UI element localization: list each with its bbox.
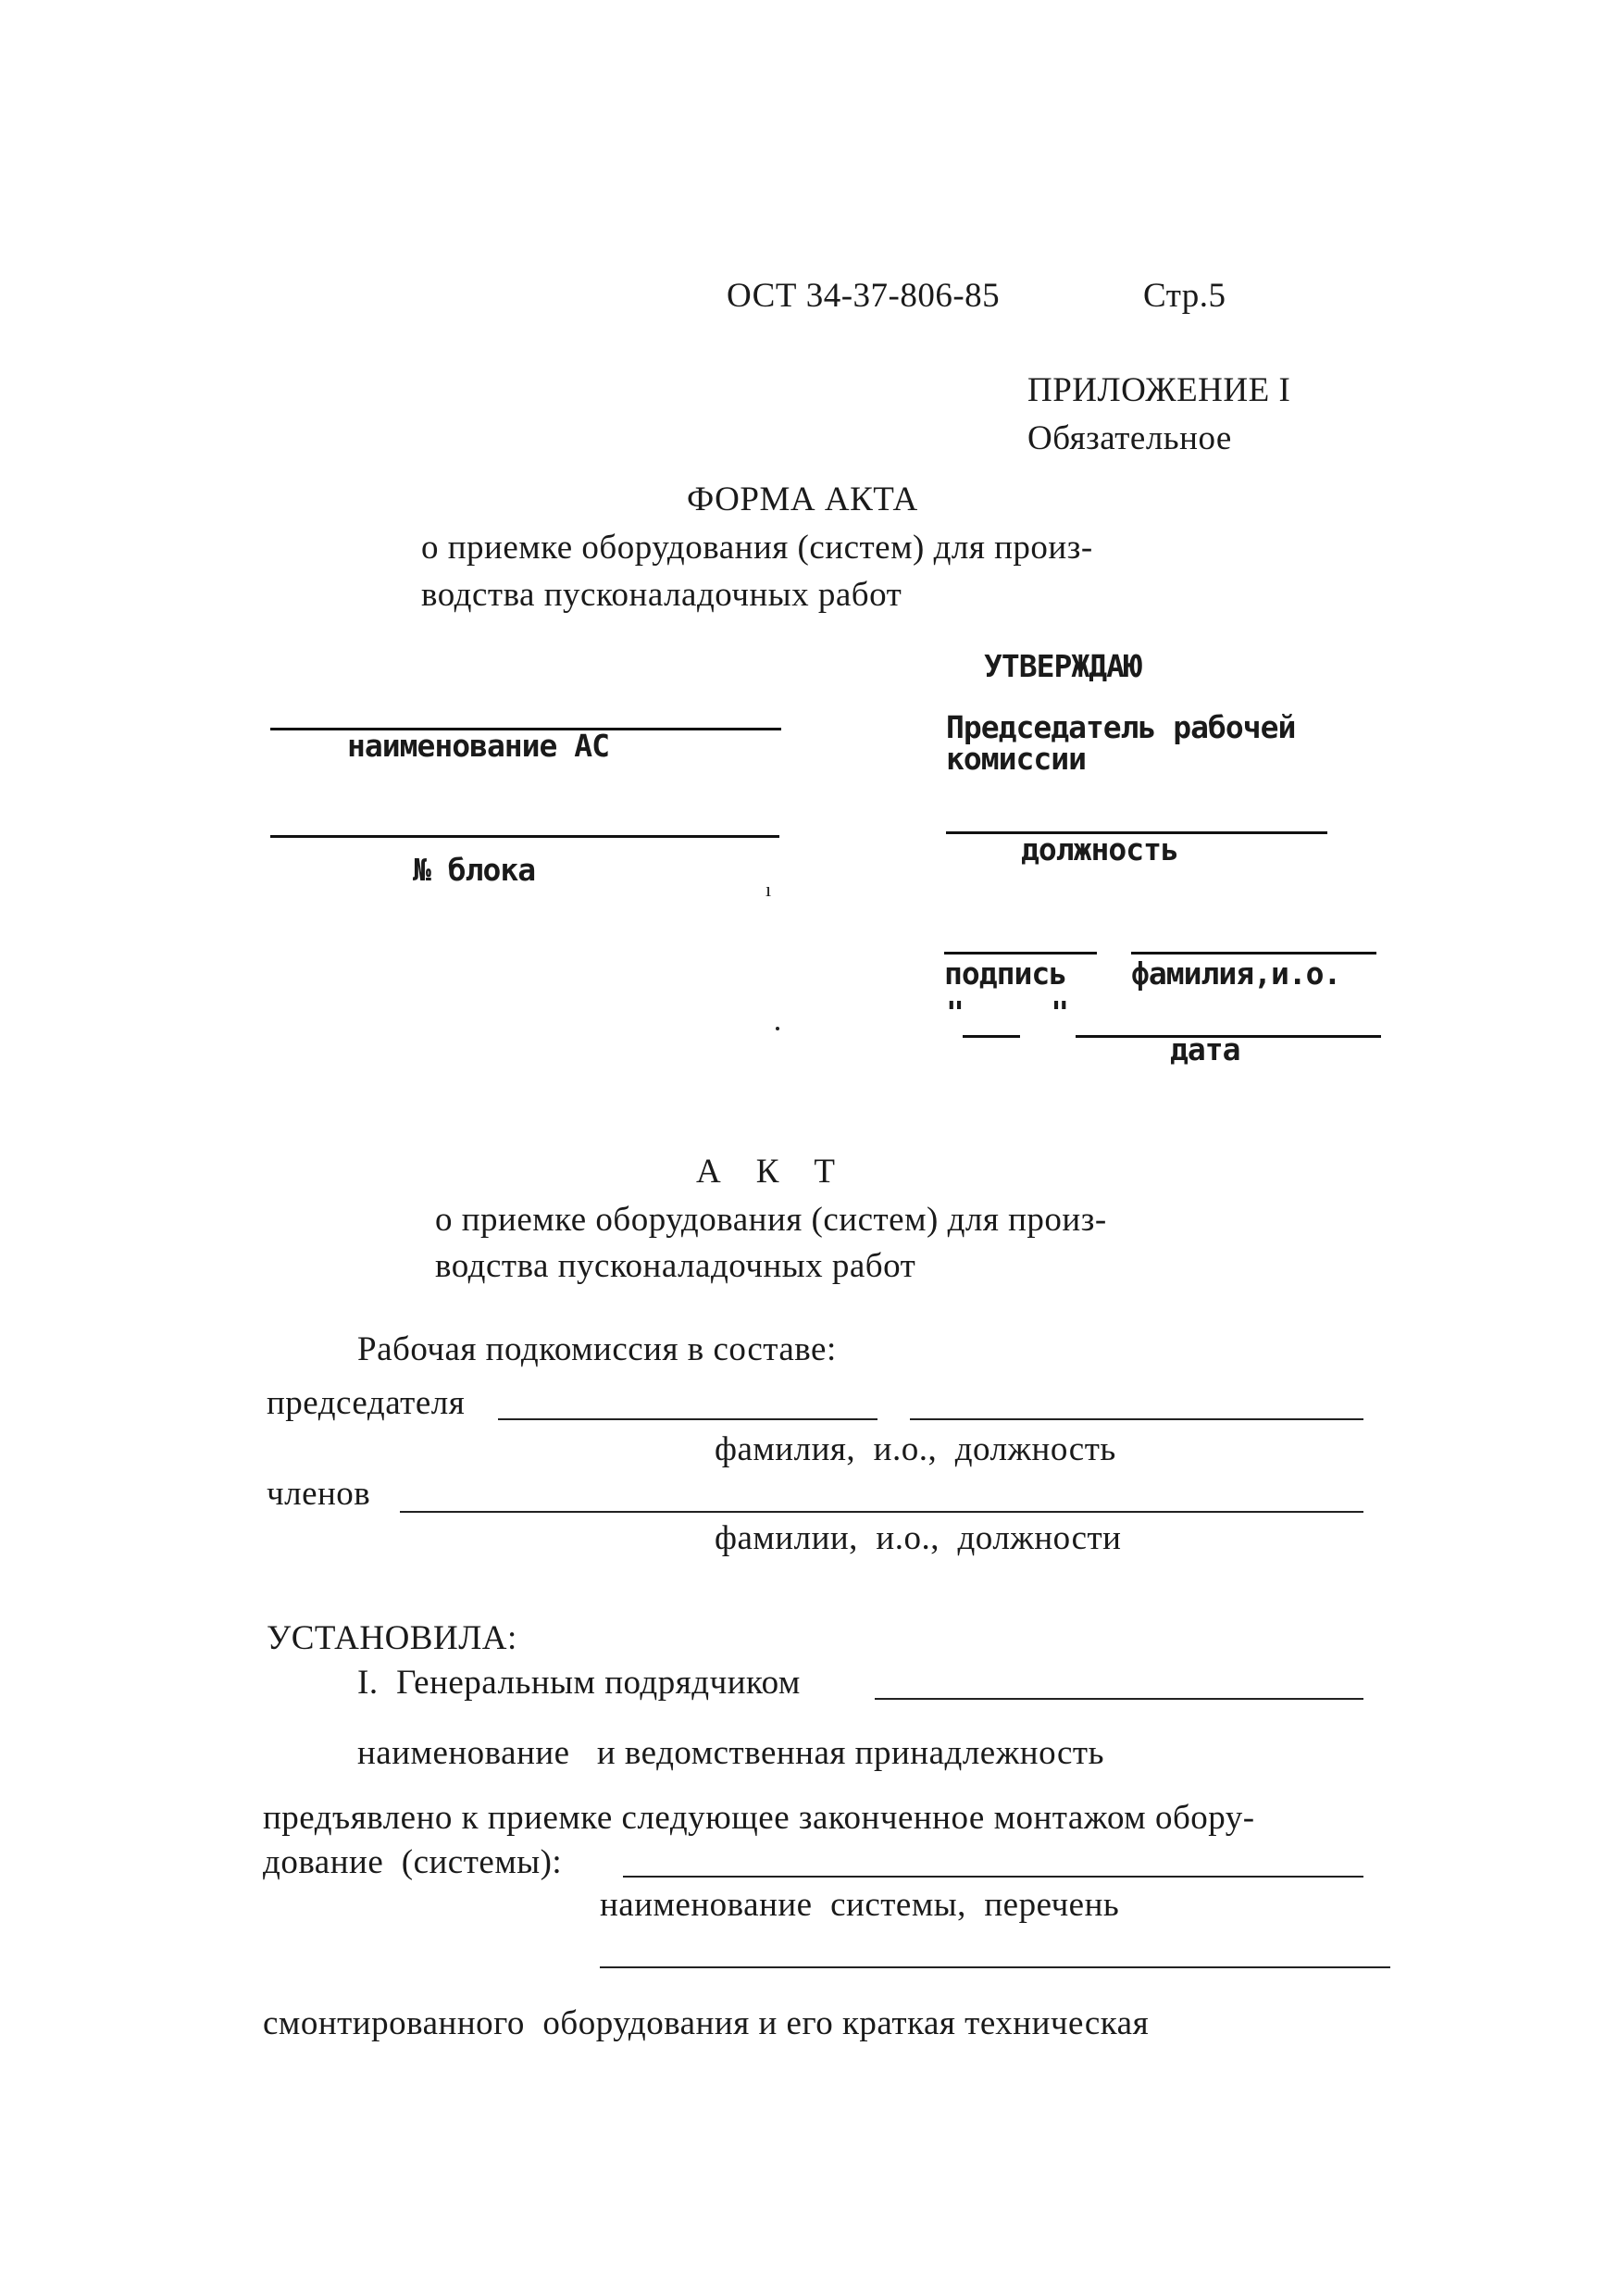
scan-dot <box>776 1027 779 1030</box>
item1-hint: наименование и ведомственная принадлежность <box>357 1734 1104 1772</box>
day-line <box>963 1035 1020 1038</box>
established-heading: УСТАНОВИЛА: <box>267 1619 517 1657</box>
presented-line2: дование (системы): <box>263 1843 563 1881</box>
item1-text: I. Генеральным подрядчиком <box>357 1664 801 1702</box>
subcommission-text: Рабочая подкомиссия в составе: <box>357 1330 837 1368</box>
members-label: членов <box>267 1475 371 1513</box>
appendix-title: ПРИЛОЖЕНИЕ I <box>1027 371 1291 409</box>
date-quotes: " " <box>946 994 1069 1030</box>
block-number-line <box>270 835 779 838</box>
form-subtitle-line1: о приемке оборудования (систем) для произ- <box>421 529 1093 567</box>
chair-hint: фамилия, и.о., должность <box>715 1430 1116 1468</box>
position-label: должность <box>1021 831 1178 867</box>
members-field[interactable] <box>400 1511 1363 1513</box>
act-subtitle-line1: о приемке оборудования (систем) для произ- <box>435 1201 1107 1239</box>
approve-label: УТВЕРЖДАЮ <box>984 648 1141 684</box>
act-heading: АКТ <box>696 1153 870 1191</box>
chair-title-line1: Председатель рабочей <box>946 709 1296 745</box>
block-number-label: № блока <box>413 852 536 888</box>
signature-label: подпись <box>944 955 1067 992</box>
last-line: смонтированного оборудования и его краткая техническая <box>263 2004 1150 2042</box>
members-hint: фамилии, и.о., должности <box>715 1519 1122 1557</box>
name-line <box>1131 952 1376 955</box>
as-name-label: наименование АС <box>347 728 610 764</box>
chair-title-line2: комиссии <box>946 741 1086 777</box>
chair-name-field[interactable] <box>498 1418 877 1420</box>
form-subtitle-line2: водства пусконаладочных работ <box>421 576 902 614</box>
system-hint: наименование системы, перечень <box>600 1886 1120 1924</box>
fullname-label: фамилия,и.о. <box>1131 955 1341 992</box>
equipment-list-field[interactable] <box>600 1966 1390 1968</box>
page-number: Стр.5 <box>1143 277 1226 315</box>
contractor-field[interactable] <box>875 1698 1363 1700</box>
chair-label: председателя <box>267 1384 466 1422</box>
chair-position-field[interactable] <box>910 1418 1363 1420</box>
presented-line1: предъявлено к приемке следующее законченное монтажом обору- <box>263 1799 1255 1837</box>
scan-mark: ı <box>765 878 772 901</box>
form-heading: ФОРМА АКТА <box>687 480 918 518</box>
appendix-status: Обязательное <box>1027 419 1232 457</box>
date-label: дата <box>1170 1031 1240 1067</box>
act-subtitle-line2: водства пусконаладочных работ <box>435 1247 916 1285</box>
signature-line <box>944 952 1097 955</box>
standard-code: ОСТ 34-37-806-85 <box>727 277 1001 315</box>
system-field[interactable] <box>623 1876 1363 1878</box>
